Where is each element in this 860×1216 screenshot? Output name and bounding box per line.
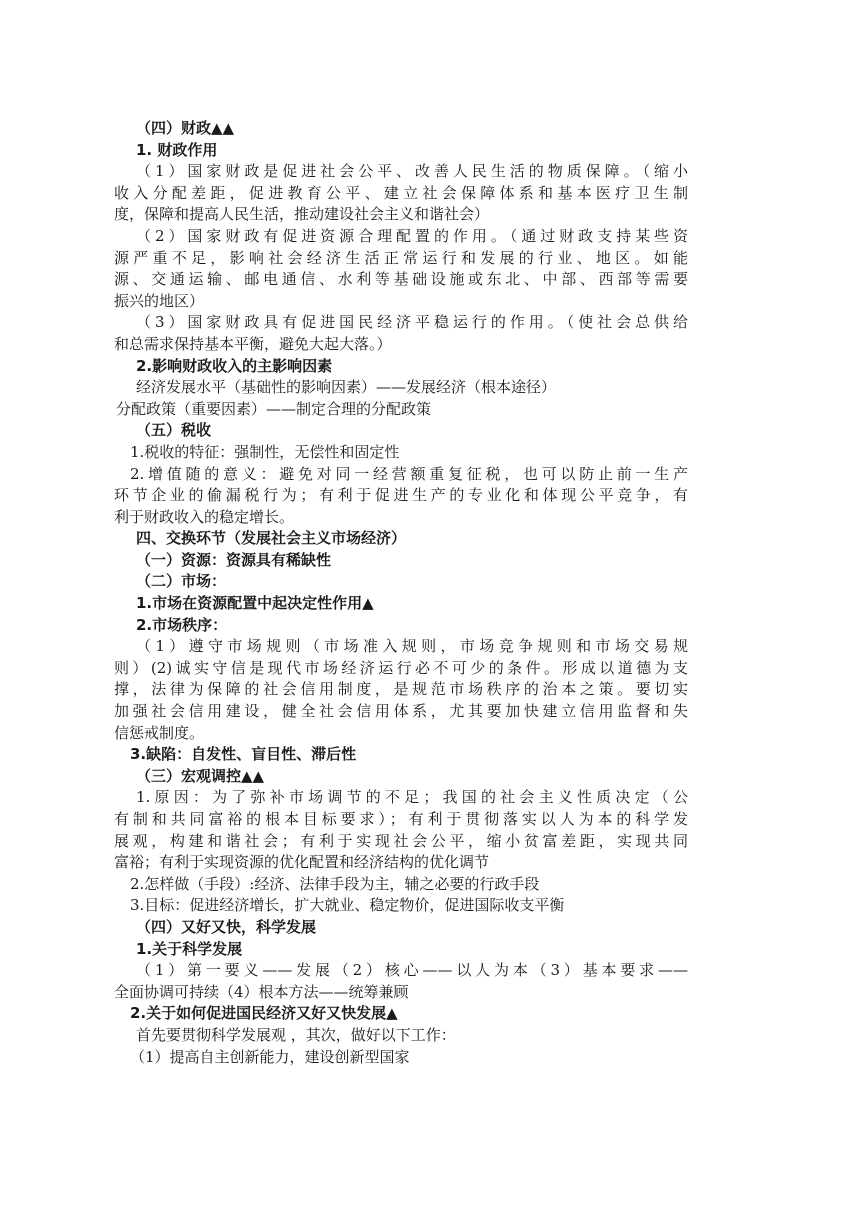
heading-line: （三）宏观调控▲▲ [136, 766, 265, 785]
heading-line: （四）财政▲▲ [136, 119, 235, 137]
heading-line: 四、交换环节（发展社会主义市场经济） [136, 529, 407, 548]
text-line: 环节企业的偷漏税行为；有利于促进生产的专业化和体现公平竞争，有 [114, 486, 688, 505]
text-line: 源严重不足，影响社会经济生活正常运行和发展的行业、地区。如能 [114, 248, 688, 267]
text-line: 1.原因：为了弥补市场调节的不足；我国的社会主义性质决定（公 [136, 788, 688, 807]
text-line: 经济发展水平（基础性的影响因素）——发展经济（根本途径） [136, 378, 557, 397]
text-line: 富裕；有利于实现资源的优化配置和经济结构的优化调节 [114, 853, 490, 872]
text-line: （2）国家财政有促进资源合理配置的作用。（通过财政支持某些资 [136, 226, 688, 245]
heading-line: 2.市场秩序： [136, 615, 228, 634]
text-line: 撑，法律为保障的社会信用制度，是规范市场秩序的治本之策。要切实 [114, 680, 688, 699]
text-line: 源、交通运输、邮电通信、水利等基础设施或东北、中部、西部等需要 [114, 270, 688, 289]
text-line: 分配政策（重要因素）——制定合理的分配政策 [116, 399, 432, 418]
heading-line: 2.影响财政收入的主影响因素 [136, 356, 333, 375]
text-line: 则）(2)诚实守信是现代市场经济运行必不可少的条件。形成以道德为支 [114, 658, 688, 677]
text-line: （1）遵守市场规则（市场准入规则，市场竞争规则和市场交易规 [136, 637, 688, 656]
text-line: 2.增值随的意义：避免对同一经营额重复征税，也可以防止前一生产 [130, 464, 688, 483]
heading-line: 1. 财政作用 [136, 140, 218, 159]
text-line: 度，保障和提高人民生活，推动建设社会主义和谐社会） [114, 205, 490, 224]
heading-line: 1.市场在资源配置中起决定性作用▲ [136, 594, 374, 613]
heading-line: 2.关于如何促进国民经济又好又快发展▲ [130, 1004, 398, 1023]
text-line: 1.税收的特征：强制性，无偿性和固定性 [130, 442, 400, 461]
text-line: 首先要贯彻科学发展观 ，其次，做好以下工作： [136, 1025, 456, 1044]
text-line: （1）国家财政是促进社会公平、改善人民生活的物质保障。（缩小 [136, 162, 688, 181]
text-line: 加强社会信用建设，健全社会信用体系，尤其要加快建立信用监督和失 [114, 702, 688, 721]
text-line: （3）国家财政具有促进国民经济平稳运行的作用。（使社会总供给 [136, 313, 688, 332]
text-line: 展观，构建和谐社会；有利于实现社会公平，缩小贫富差距，实现共同 [114, 831, 688, 850]
text-line: 信惩戒制度。 [114, 723, 205, 742]
heading-line: （四）又好又快，科学发展 [136, 917, 317, 936]
text-line: 收入分配差距，促进教育公平、建立社会保障体系和基本医疗卫生制 [114, 183, 688, 202]
text-line: 和总需求保持基本平衡，避免大起大落。） [114, 334, 392, 353]
text-line: 利于财政收入的稳定增长。 [114, 507, 295, 526]
text-line: 有制和共同富裕的根本目标要求）；有利于贯彻落实以人为本的科学发 [114, 810, 688, 828]
heading-line: （五）税收 [136, 421, 212, 440]
heading-line: 3.缺陷：自发性、盲目性、滞后性 [130, 745, 357, 764]
text-line: 3.目标：促进经济增长，扩大就业、稳定物价，促进国际收支平衡 [130, 896, 565, 915]
text-line: （1）提高自主创新能力，建设创新型国家 [130, 1047, 410, 1066]
heading-line: 1.关于科学发展 [136, 939, 243, 958]
heading-line: （一）资源：资源具有稀缺性 [136, 550, 332, 569]
text-line: （1）第一要义——发展（2）核心——以人为本（3）基本要求—— [136, 961, 688, 980]
heading-line: （二）市场： [136, 572, 227, 591]
text-line: 振兴的地区） [114, 291, 205, 310]
text-line: 2.怎样做（手段）:经济、法律手段为主，辅之必要的行政手段 [130, 874, 540, 893]
text-line: 全面协调可持续（4）根本方法——统筹兼顾 [114, 982, 409, 1001]
document-body [114, 118, 688, 1068]
